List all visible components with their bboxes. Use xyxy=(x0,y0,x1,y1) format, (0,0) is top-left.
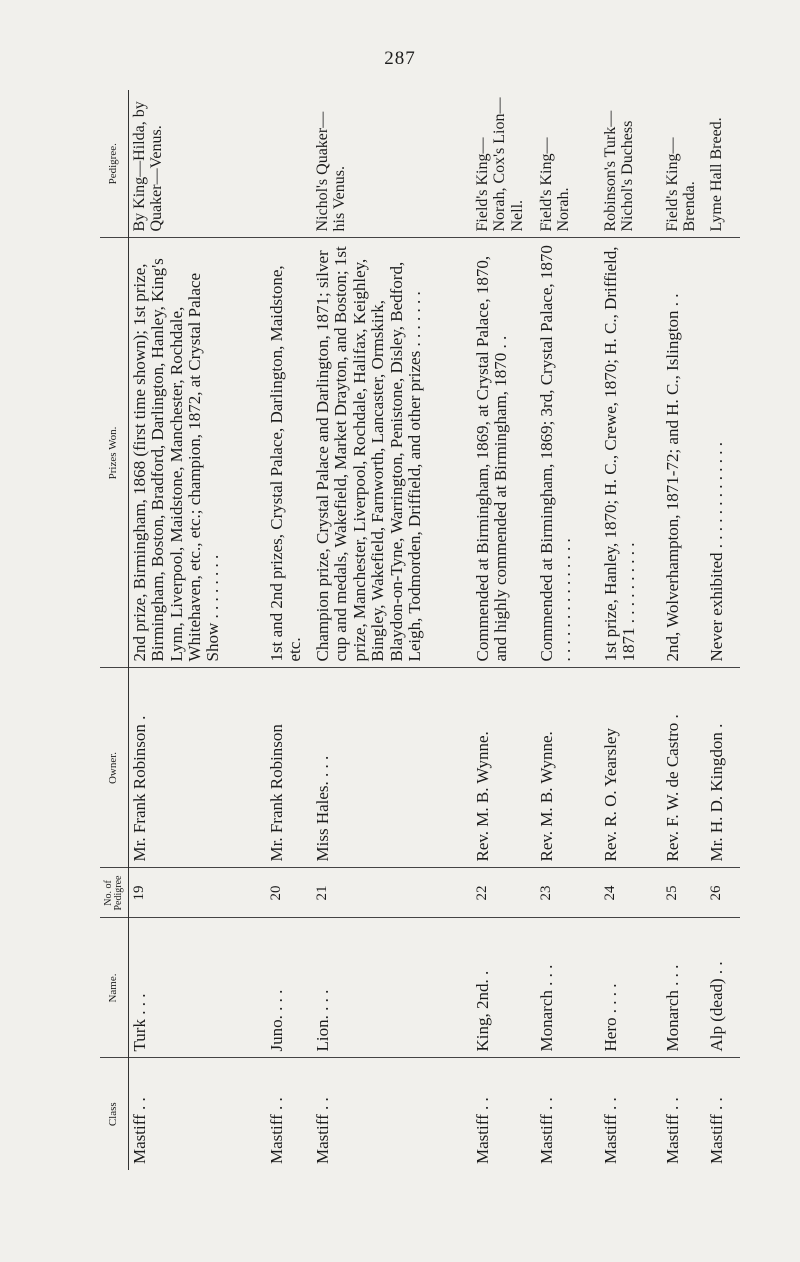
table-row xyxy=(266,90,313,1170)
number-cell: 21 xyxy=(312,868,472,918)
page-number: 287 xyxy=(384,48,416,69)
number-cell: 19 xyxy=(129,868,266,918)
pedigree-cell: Nichol's Quaker—his Venus. xyxy=(314,111,349,232)
pedigree-cell: Field's King—Norah, Cox's Lion—Nell. xyxy=(474,97,526,232)
table-row xyxy=(706,90,740,1170)
number-cell: 24 xyxy=(600,868,662,918)
prizes-cell: 1st prize, Hanley, 1870; H. C., Crewe, 1870; H. C., Driffield, 1871 . . . . . . . . . . xyxy=(600,238,662,668)
table-row xyxy=(472,90,536,1170)
header-row xyxy=(100,90,129,1170)
pedigree-cell: By King—Hilda, by Quaker—Venus. xyxy=(131,101,166,232)
prizes-cell: Commended at Birmingham, 1869, at Crystal Palace, 1870, and highly commended at Birmingham, 1870 . . xyxy=(472,238,536,668)
header-class: Class xyxy=(100,1058,129,1170)
pedigree-table-rotated xyxy=(100,90,740,1170)
class-cell: Mastiff . . xyxy=(472,1058,536,1170)
number-cell: 22 xyxy=(472,868,536,918)
prizes-cell: Champion prize, Crystal Palace and Darlington, 1871; silver cup and medals, Wakefield, Market Drayton, and Boston; 1st prize, Manchester, Liverpool, Rochdale, Halifax, Keighley, Bingley, Wakefield, Farnworth, Lancaster, Ormskirk, Blaydon-on-Tyne, Warrington, Penistone, Disley, Bedford, Leigh, Todmorden, Driffield, and other prizes . . . . . . . xyxy=(312,238,472,668)
prizes-cell: 1st and 2nd prizes, Crystal Palace, Darlington, Maidstone, etc. xyxy=(266,238,313,668)
table-row xyxy=(662,90,706,1170)
owner-cell: Mr. Frank Robinson xyxy=(266,668,313,868)
name-cell: Alp (dead) . . xyxy=(706,918,740,1058)
table-row xyxy=(129,90,266,1170)
pedigree-cell: Lyme Hall Breed. xyxy=(707,117,725,232)
prizes-cell: 2nd prize, Birmingham, 1868 (first time shown); 1st prize, Birmingham, Boston, Bradford, Darlington, Hanley, King's Lynn, Liverpool, Maidstone, Manchester, Rochdale, Whitehaven, etc., etc.; champion, 1872, at Crystal Palace Show . . . . . . . . xyxy=(129,238,266,668)
class-cell: Mastiff . . xyxy=(662,1058,706,1170)
header-name: Name. xyxy=(100,918,129,1058)
table-body xyxy=(129,90,741,1170)
number-cell: 26 xyxy=(706,868,740,918)
number-cell: 23 xyxy=(536,868,600,918)
header-pedigree: Pedigree. xyxy=(100,90,129,238)
table-header xyxy=(100,90,129,1170)
name-cell: Hero . . . . xyxy=(600,918,662,1058)
pedigree-cell: Robinson's Turk—Nichol's Duchess xyxy=(601,110,637,232)
owner-cell: Miss Hales. . . . xyxy=(312,668,472,868)
owner-cell: Mr. H. D. Kingdon . xyxy=(706,668,740,868)
owner-cell: Rev. R. O. Yearsley xyxy=(600,668,662,868)
number-cell: 20 xyxy=(266,868,313,918)
class-cell: Mastiff . . xyxy=(536,1058,600,1170)
class-cell: Mastiff . . xyxy=(706,1058,740,1170)
pedigree-table xyxy=(100,90,740,1170)
header-owner: Owner. xyxy=(100,668,129,868)
name-cell: Monarch . . . xyxy=(662,918,706,1058)
owner-cell: Mr. Frank Robinson . xyxy=(129,668,266,868)
owner-cell: Rev. M. B. Wynne. xyxy=(536,668,600,868)
pedigree-cell: Field's King—Norah. xyxy=(538,137,573,232)
class-cell: Mastiff . . xyxy=(600,1058,662,1170)
header-prizes: Prizes Won. xyxy=(100,238,129,668)
table-row xyxy=(312,90,472,1170)
class-cell: Mastiff . . xyxy=(312,1058,472,1170)
prizes-cell: Never exhibited . . . . . . . . . . . . . xyxy=(706,238,740,668)
owner-cell: Rev. F. W. de Castro . xyxy=(662,668,706,868)
header-number: No. of Pedigree xyxy=(100,868,129,918)
pedigree-cell: Field's King—Brenda. xyxy=(663,137,698,232)
name-cell: Juno. . . . xyxy=(266,918,313,1058)
number-cell: 25 xyxy=(662,868,706,918)
name-cell: King, 2nd. . xyxy=(472,918,536,1058)
table-row xyxy=(536,90,600,1170)
class-cell: Mastiff . . xyxy=(266,1058,313,1170)
pedigree-cell xyxy=(266,90,313,238)
name-cell: Lion. . . . xyxy=(312,918,472,1058)
name-cell: Turk . . . xyxy=(129,918,266,1058)
prizes-cell: Commended at Birmingham, 1869; 3rd, Crystal Palace, 1870 . . . . . . . . . . . . . . . xyxy=(536,238,600,668)
class-cell: Mastiff . . xyxy=(129,1058,266,1170)
table-row xyxy=(600,90,662,1170)
owner-cell: Rev. M. B. Wynne. xyxy=(472,668,536,868)
prizes-cell: 2nd, Wolverhampton, 1871-72; and H. C., Islington . . xyxy=(662,238,706,668)
name-cell: Monarch . . . xyxy=(536,918,600,1058)
